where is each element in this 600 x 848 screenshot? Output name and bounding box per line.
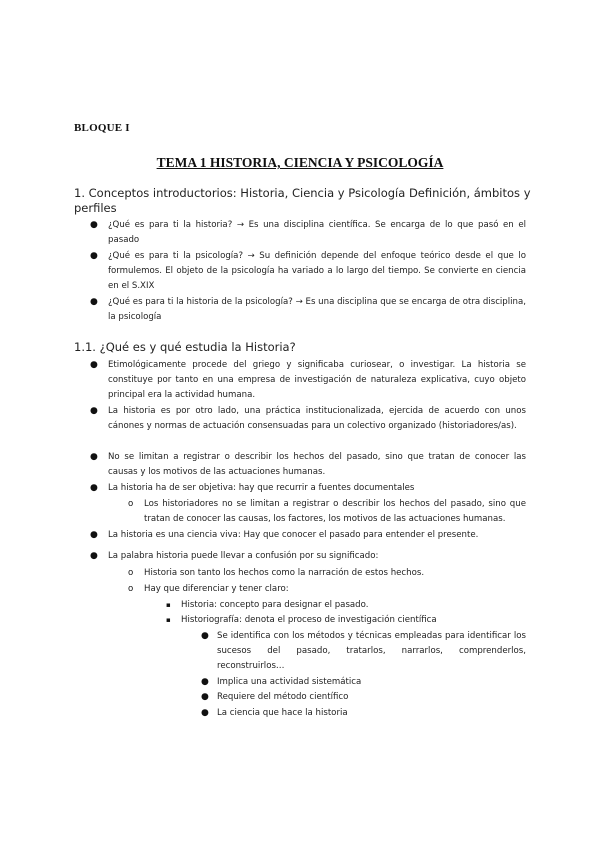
list-item: La historia ha de ser objetiva: hay que recurrir a fuentes documentales bbox=[108, 483, 415, 493]
bullet-dot-icon: ● bbox=[90, 551, 98, 561]
list-item: Hay que diferenciar y tener claro: bbox=[144, 584, 289, 594]
list-item: Los historiadores no se limitan a registrar o describir los hechos del pasado, sino que tratan de conocer las causas, los factores, los motivos de las actuaciones humanas. bbox=[144, 499, 526, 525]
list-item: ¿Qué es para ti la historia de la psicología? → Es una disciplina que se encarga de otra disciplina, la psicología bbox=[108, 297, 526, 323]
list-item: No se limitan a registrar o describir los hechos del pasado, sino que tratan de conocer las causas y los motivos de las actuaciones humanas. bbox=[108, 452, 526, 478]
bullet-square-icon: ▪ bbox=[166, 616, 171, 624]
bullet-circle-icon: o bbox=[128, 584, 134, 594]
list-item: Historiografía: denota el proceso de investigación científica bbox=[181, 615, 437, 625]
section-1-heading: 1. Conceptos introductorios: Historia, Ciencia y Psicología Definición, ámbitos y perfiles bbox=[74, 186, 531, 215]
bloque-label: BLOQUE I bbox=[74, 122, 130, 134]
list-item: Etimológicamente procede del griego y significaba curiosear, o investigar. La historia se constituye por tanto en una empresa de investigación de naturaleza explicativa, cuyo objeto principal era la actividad humana. bbox=[108, 360, 526, 401]
list-item: La historia es por otro lado, una práctica institucionalizada, ejercida de acuerdo con unos cánones y normas de actuación consensuadas para un colectivo organizado (historiadores/as). bbox=[108, 406, 526, 432]
section-1-1-heading: 1.1. ¿Qué es y qué estudia la Historia? bbox=[74, 340, 296, 354]
bullet-dot-icon: ● bbox=[90, 360, 98, 370]
bullet-dot-icon: ● bbox=[201, 692, 209, 702]
bullet-dot-icon: ● bbox=[201, 677, 209, 687]
bullet-dot-icon: ● bbox=[90, 251, 98, 261]
list-item: ¿Qué es para ti la psicología? → Su definición depende del enfoque teórico desde el que lo formulemos. El objeto de la psicología ha variado a lo largo del tiempo. Se convierte en ciencia en el S.XIX bbox=[108, 251, 526, 292]
list-item: Implica una actividad sistemática bbox=[217, 677, 362, 687]
bullet-dot-icon: ● bbox=[90, 452, 98, 462]
bullet-circle-icon: o bbox=[128, 568, 134, 578]
bullet-dot-icon: ● bbox=[201, 708, 209, 718]
list-item: Historia: concepto para designar el pasado. bbox=[181, 600, 369, 610]
bullet-dot-icon: ● bbox=[201, 631, 209, 641]
list-item: La palabra historia puede llevar a confusión por su significado: bbox=[108, 551, 379, 561]
bullet-square-icon: ▪ bbox=[166, 601, 171, 609]
bullet-dot-icon: ● bbox=[90, 483, 98, 493]
bullet-circle-icon: o bbox=[128, 499, 134, 509]
list-item: Se identifica con los métodos y técnicas empleadas para identificar los sucesos del pasado, tratarlos, narrarlos, comprenderlos, reconstruirlos… bbox=[217, 631, 526, 672]
list-item: ¿Qué es para ti la historia? → Es una disciplina científica. Se encarga de lo que pasó en el pasado bbox=[108, 220, 526, 246]
bullet-dot-icon: ● bbox=[90, 530, 98, 540]
bullet-dot-icon: ● bbox=[90, 297, 98, 307]
list-item: Historia son tanto los hechos como la narración de estos hechos. bbox=[144, 568, 425, 578]
list-item: La ciencia que hace la historia bbox=[217, 708, 348, 718]
bullet-dot-icon: ● bbox=[90, 406, 98, 416]
list-item: La historia es una ciencia viva: Hay que conocer el pasado para entender el presente. bbox=[108, 530, 479, 540]
bullet-dot-icon: ● bbox=[90, 220, 98, 230]
list-item: Requiere del método científico bbox=[217, 692, 349, 702]
tema-title: TEMA 1 HISTORIA, CIENCIA Y PSICOLOGÍA bbox=[156, 155, 444, 170]
